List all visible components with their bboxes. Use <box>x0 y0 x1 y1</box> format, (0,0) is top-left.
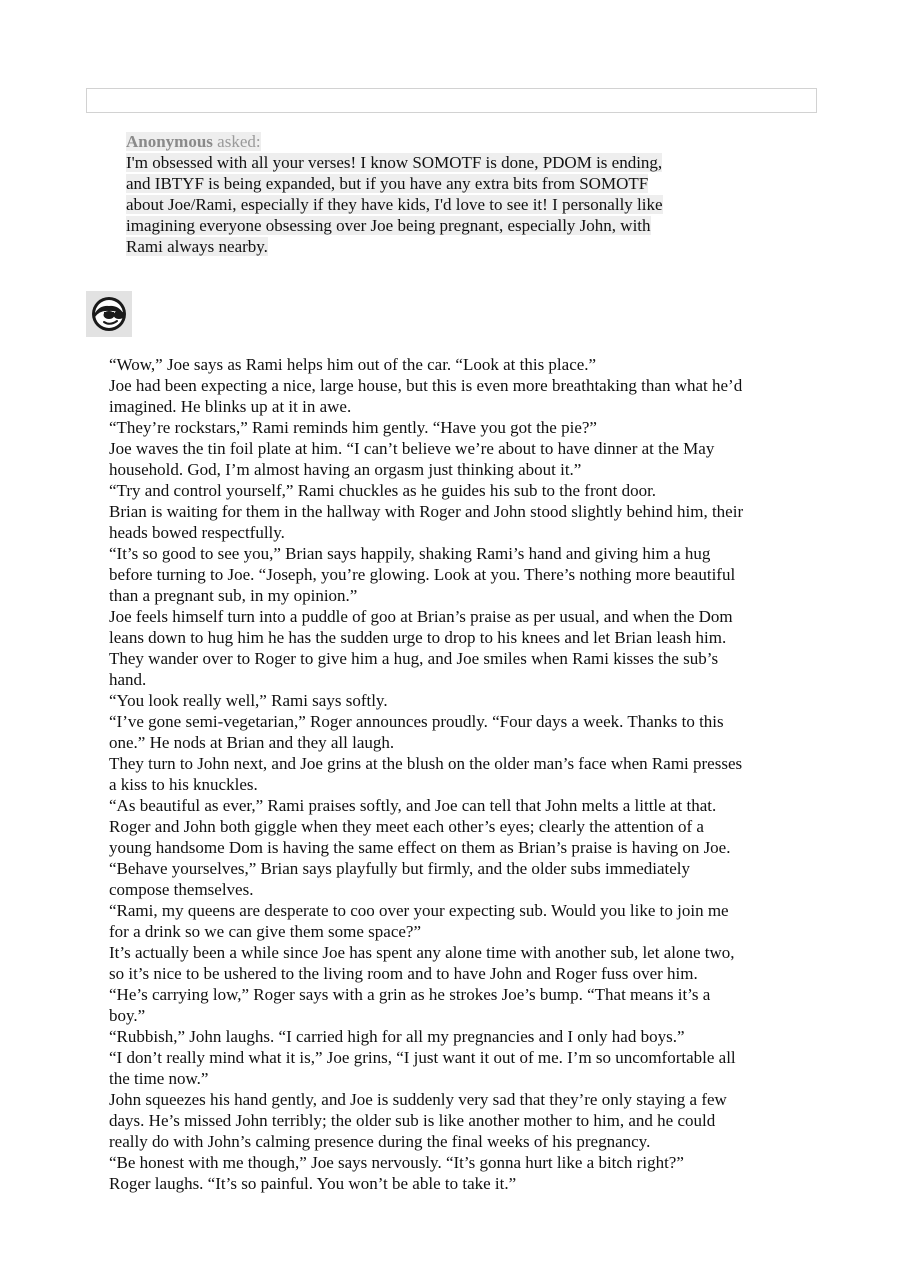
question-line-text: about Joe/Rami, especially if they have kids, I'd love to see it! I personally like <box>126 195 663 214</box>
story-line: “Rubbish,” John laughs. “I carried high for all my pregnancies and I only had boys.” <box>109 1027 685 1046</box>
story-line: Joe had been expecting a nice, large house, but this is even more breathtaking than what he’d <box>109 376 743 395</box>
story-line: heads bowed respectfully. <box>109 523 285 542</box>
question-line-text: Rami always nearby. <box>126 237 268 256</box>
question-text <box>126 152 726 257</box>
story-line: Joe feels himself turn into a puddle of goo at Brian’s praise as per usual, and when the Dom <box>109 607 733 626</box>
ask-header <box>126 131 726 152</box>
story-line: one.” He nods at Brian and they all laugh. <box>109 733 395 752</box>
story-line: household. God, I’m almost having an orgasm just thinking about it.” <box>109 460 582 479</box>
story-line: boy.” <box>109 1006 146 1025</box>
story-line: so it’s nice to be ushered to the living room and to have John and Roger fuss over him. <box>109 964 698 983</box>
question-line-text: imagining everyone obsessing over Joe being pregnant, especially John, with <box>126 216 651 235</box>
story-line: It’s actually been a while since Joe has spent any alone time with another sub, let alone two, <box>109 943 735 962</box>
top-empty-box <box>86 88 817 113</box>
story-line: “Try and control yourself,” Rami chuckles as he guides his sub to the front door. <box>109 481 657 500</box>
story-line: days. He’s missed John terribly; the older sub is like another mother to him, and he could <box>109 1111 716 1130</box>
story-line: leans down to hug him he has the sudden urge to drop to his knees and let Brian leash him. <box>109 628 727 647</box>
story-line: “As beautiful as ever,” Rami praises softly, and Joe can tell that John melts a little at that. <box>109 796 717 815</box>
question-line-text: and IBTYF is being expanded, but if you have any extra bits from SOMOTF <box>126 174 649 193</box>
story-line: “They’re rockstars,” Rami reminds him gently. “Have you got the pie?” <box>109 418 597 437</box>
story-line: really do with John’s calming presence during the final weeks of his pregnancy. <box>109 1132 651 1151</box>
story-line: John squeezes his hand gently, and Joe is suddenly very sad that they’re only staying a few <box>109 1090 727 1109</box>
story-line: Roger laughs. “It’s so painful. You won’t be able to take it.” <box>109 1174 517 1193</box>
story-body <box>109 354 799 1194</box>
story-line: “Rami, my queens are desperate to coo over your expecting sub. Would you like to join me <box>109 901 729 920</box>
story-line: They wander over to Roger to give him a hug, and Joe smiles when Rami kisses the sub’s <box>109 649 719 668</box>
question-line <box>126 194 726 215</box>
question-line <box>126 173 726 194</box>
story-line: compose themselves. <box>109 880 254 899</box>
story-line: imagined. He blinks up at it in awe. <box>109 397 352 416</box>
story-line: “He’s carrying low,” Roger says with a grin as he strokes Joe’s bump. “That means it’s a <box>109 985 711 1004</box>
story-line: young handsome Dom is having the same effect on them as Brian’s praise is having on Joe. <box>109 838 731 857</box>
story-line: for a drink so we can give them some space?” <box>109 922 422 941</box>
story-line: “Be honest with me though,” Joe says nervously. “It’s gonna hurt like a bitch right?” <box>109 1153 684 1172</box>
story-line: hand. <box>109 670 147 689</box>
story-line: a kiss to his knuckles. <box>109 775 258 794</box>
asker-name[interactable]: Anonymous <box>126 132 213 151</box>
sunglasses-face-icon <box>86 291 132 337</box>
story-line: than a pregnant sub, in my opinion.” <box>109 586 358 605</box>
story-line: the time now.” <box>109 1069 209 1088</box>
story-line: They turn to John next, and Joe grins at the blush on the older man’s face when Rami presses <box>109 754 743 773</box>
avatar[interactable] <box>86 291 132 337</box>
question-line <box>126 215 726 236</box>
ask-question-block <box>126 131 726 257</box>
story-line: “You look really well,” Rami says softly. <box>109 691 388 710</box>
story-line: “I’ve gone semi-vegetarian,” Roger announces proudly. “Four days a week. Thanks to this <box>109 712 724 731</box>
asked-label: asked: <box>212 132 261 151</box>
question-line-text: I'm obsessed with all your verses! I know SOMOTF is done, PDOM is ending, <box>126 153 663 172</box>
story-line: Roger and John both giggle when they meet each other’s eyes; clearly the attention of a <box>109 817 704 836</box>
question-line <box>126 236 726 257</box>
story-line: “Behave yourselves,” Brian says playfully but firmly, and the older subs immediately <box>109 859 691 878</box>
story-line: before turning to Joe. “Joseph, you’re glowing. Look at you. There’s nothing more beautiful <box>109 565 736 584</box>
story-line: “It’s so good to see you,” Brian says happily, shaking Rami’s hand and giving him a hug <box>109 544 711 563</box>
story-line: Joe waves the tin foil plate at him. “I can’t believe we’re about to have dinner at the May <box>109 439 715 458</box>
story-line: “I don’t really mind what it is,” Joe grins, “I just want it out of me. I’m so uncomfortable all <box>109 1048 736 1067</box>
story-line: Brian is waiting for them in the hallway with Roger and John stood slightly behind him, their <box>109 502 744 521</box>
question-line <box>126 152 726 173</box>
story-line: “Wow,” Joe says as Rami helps him out of the car. “Look at this place.” <box>109 355 597 374</box>
